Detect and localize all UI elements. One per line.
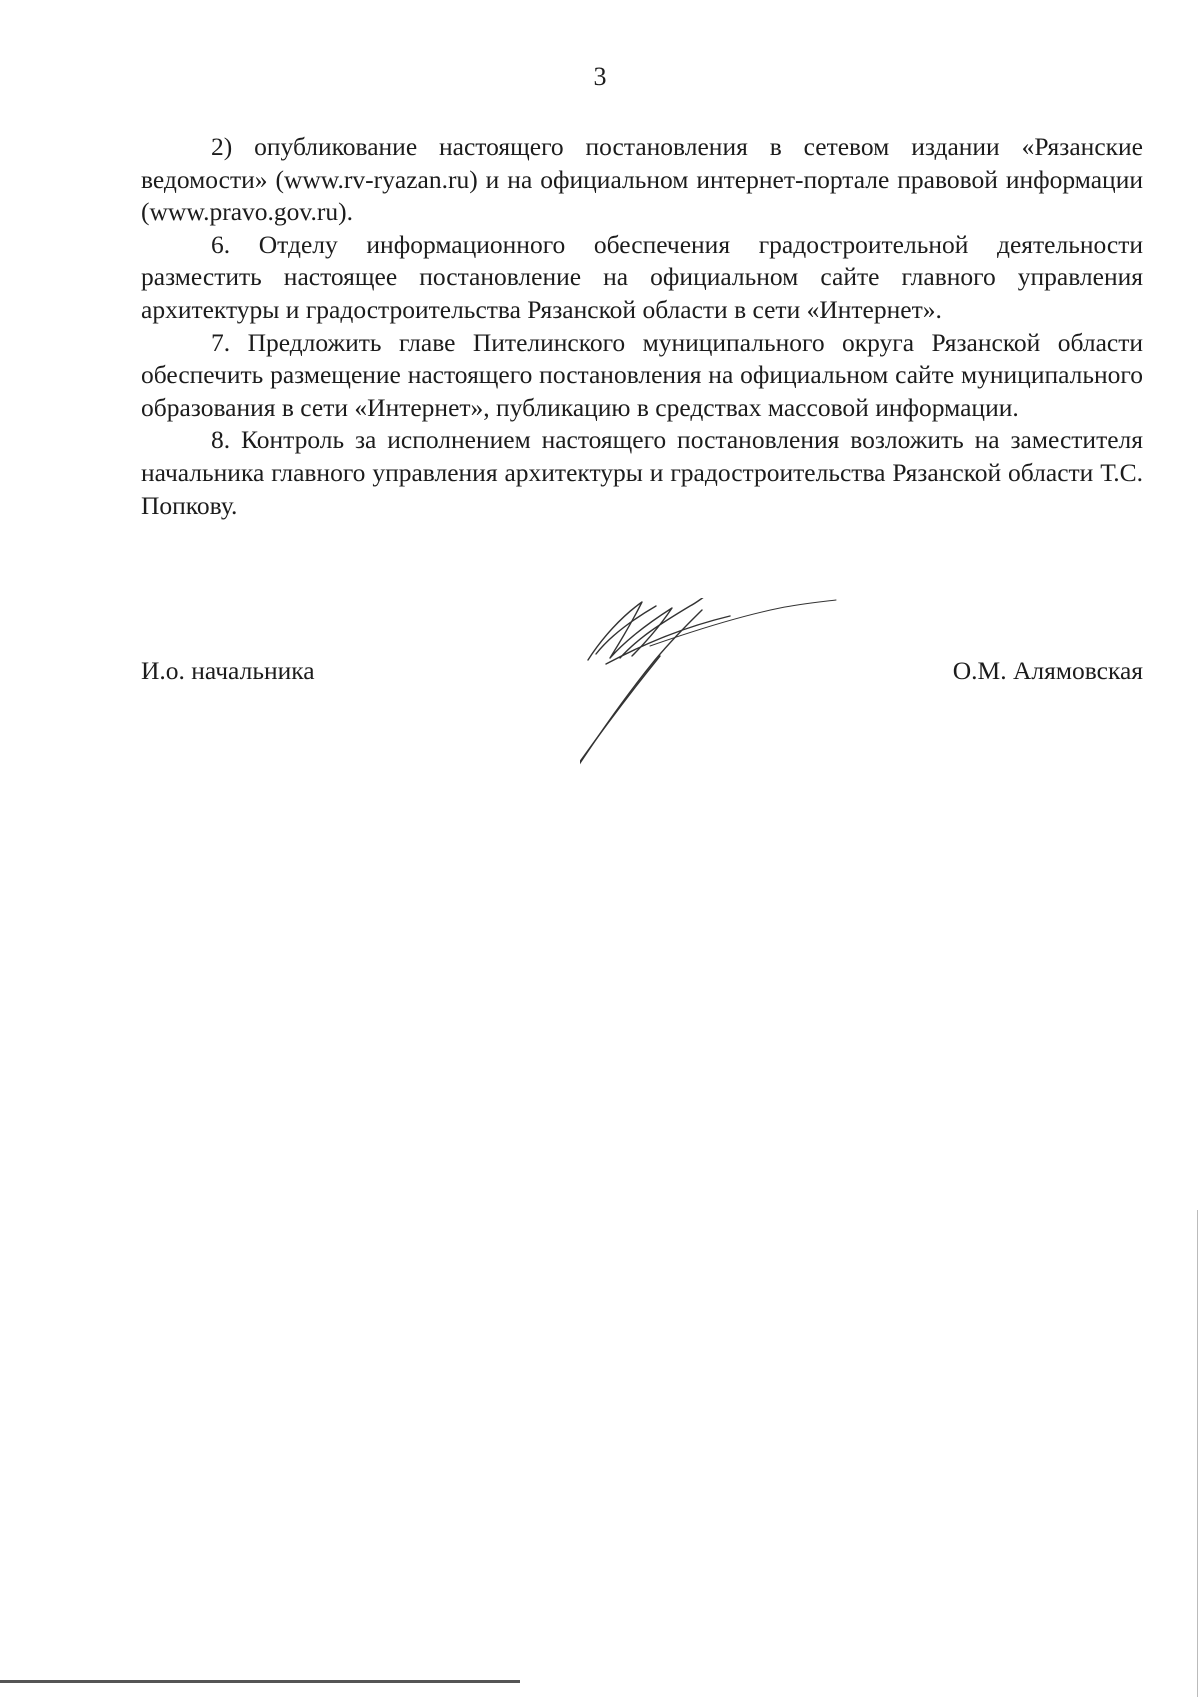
scan-edge-bottom xyxy=(0,1680,520,1683)
paragraph-7-municipal-district: 7. Предложить главе Пителинского муниципального округа Рязанской области обеспечить размещение настоящего постановления на официальном сайте муниципального образования в сети «Интернет», публикацию в средствах массовой информации. xyxy=(141,327,1143,422)
handwritten-signature xyxy=(580,598,850,788)
document-body xyxy=(141,131,1143,522)
signer-name: О.М. Алямовская xyxy=(952,656,1143,685)
signer-position: И.о. начальника xyxy=(141,656,315,685)
scan-edge-right xyxy=(1197,1210,1198,1697)
paragraph-8-control: 8. Контроль за исполнением настоящего постановления возложить на заместителя начальника главного управления архитектуры и градостроительства Рязанской области Т.С. Попкову. xyxy=(141,425,1143,520)
page-number: 3 xyxy=(593,62,607,91)
paragraph-6-website-placement: 6. Отделу информационного обеспечения градостроительной деятельности разместить настоящее постановление на официальном сайте главного управления архитектуры и градостроительства Рязанской области в сети «Интернет». xyxy=(141,229,1143,324)
paragraph-item-2-publication: 2) опубликование настоящего постановления в сетевом издании «Рязанские ведомости» (www.rv-ryazan.ru) и на официальном интернет-портале правовой информации (www.pravo.gov.ru). xyxy=(141,132,1143,227)
